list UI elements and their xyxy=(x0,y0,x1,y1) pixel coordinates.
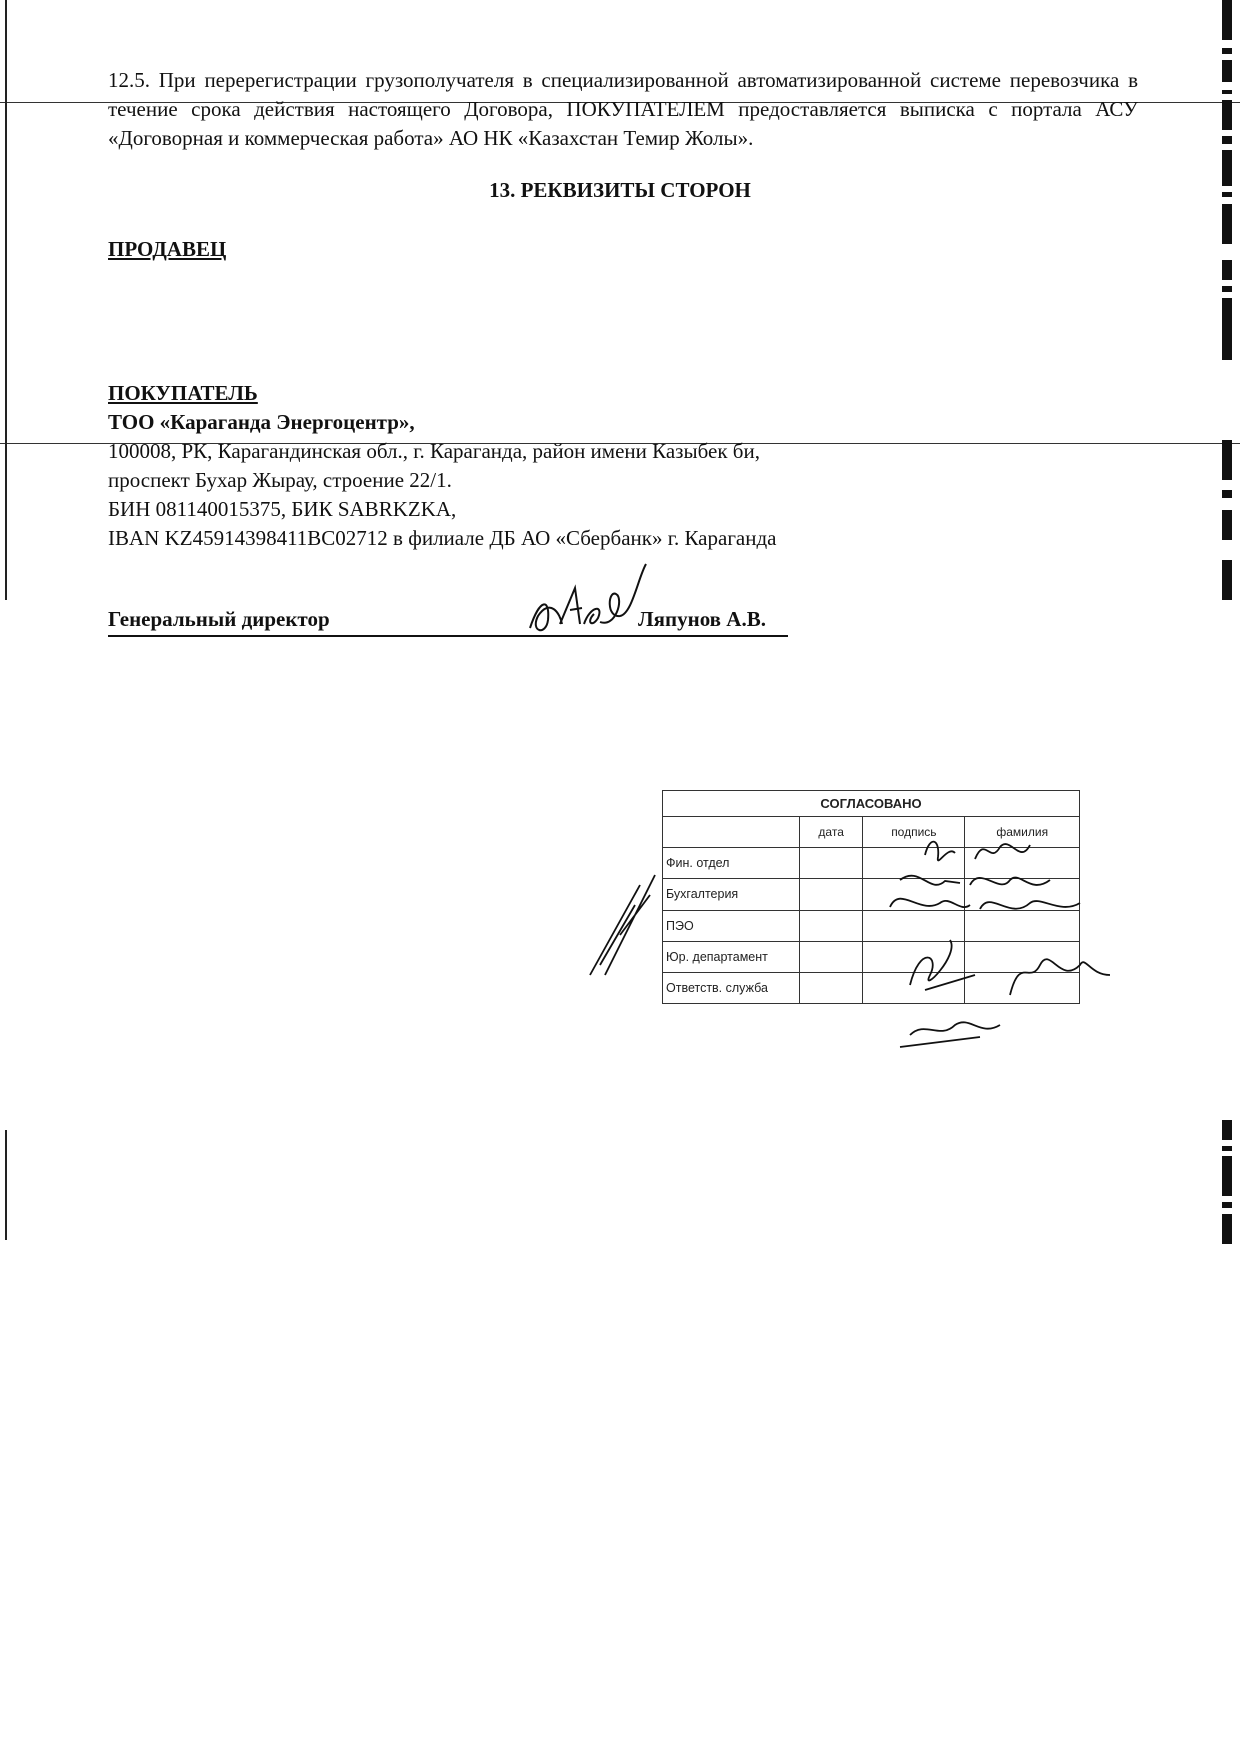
column-header-signature: подпись xyxy=(863,817,965,848)
row-label: Ответств. служба xyxy=(663,972,800,1003)
column-header-date: дата xyxy=(800,817,863,848)
stamp-signatures xyxy=(580,825,1120,1055)
column-header-surname: фамилия xyxy=(965,817,1080,848)
director-signature xyxy=(520,558,660,648)
clause-12-5 xyxy=(108,66,1138,153)
edge-barcode-lower xyxy=(1220,1120,1234,1250)
buyer-bin-bik: БИН 081140015375, БИК SABRKZKA, xyxy=(108,497,457,521)
signature-row xyxy=(108,605,788,637)
buyer-address-line2: проспект Бухар Жырау, строение 22/1. xyxy=(108,468,452,492)
row-label: Юр. департамент xyxy=(663,941,800,972)
row-label: ПЭО xyxy=(663,910,800,941)
row-label: Фин. отдел xyxy=(663,848,800,879)
buyer-name: ТОО «Караганда Энергоцентр», xyxy=(108,410,415,434)
section-heading: 13. РЕКВИЗИТЫ СТОРОН xyxy=(489,178,751,202)
edge-barcode-upper xyxy=(1220,0,1234,620)
buyer-address-line1: 100008, РК, Карагандинская обл., г. Караганда, район имени Казыбек би, xyxy=(108,439,760,463)
signatory-name: Ляпунов А.В. xyxy=(638,607,766,631)
row-label: Бухгалтерия xyxy=(663,879,800,910)
buyer-label: ПОКУПАТЕЛЬ xyxy=(108,381,258,405)
approval-title: СОГЛАСОВАНО xyxy=(663,791,1080,817)
left-edge-mark xyxy=(5,0,7,600)
clause-text: 12.5. При перерегистрации грузополучателя в специализированной автоматизированной системе перевозчика в течение срока действия настоящего Договора, ПОКУПАТЕЛЕМ предоставляется выписка с портала АСУ «Договорная и коммерческая работа» АО НК «Казахстан Темир Жолы». xyxy=(108,68,1138,150)
left-edge-mark-lower xyxy=(5,1130,7,1240)
seller-label: ПРОДАВЕЦ xyxy=(108,237,227,261)
signatory-title: Генеральный директор xyxy=(108,607,330,631)
buyer-iban: IBAN KZ45914398411BC02712 в филиале ДБ АО «Сбербанк» г. Караганда xyxy=(108,526,777,550)
